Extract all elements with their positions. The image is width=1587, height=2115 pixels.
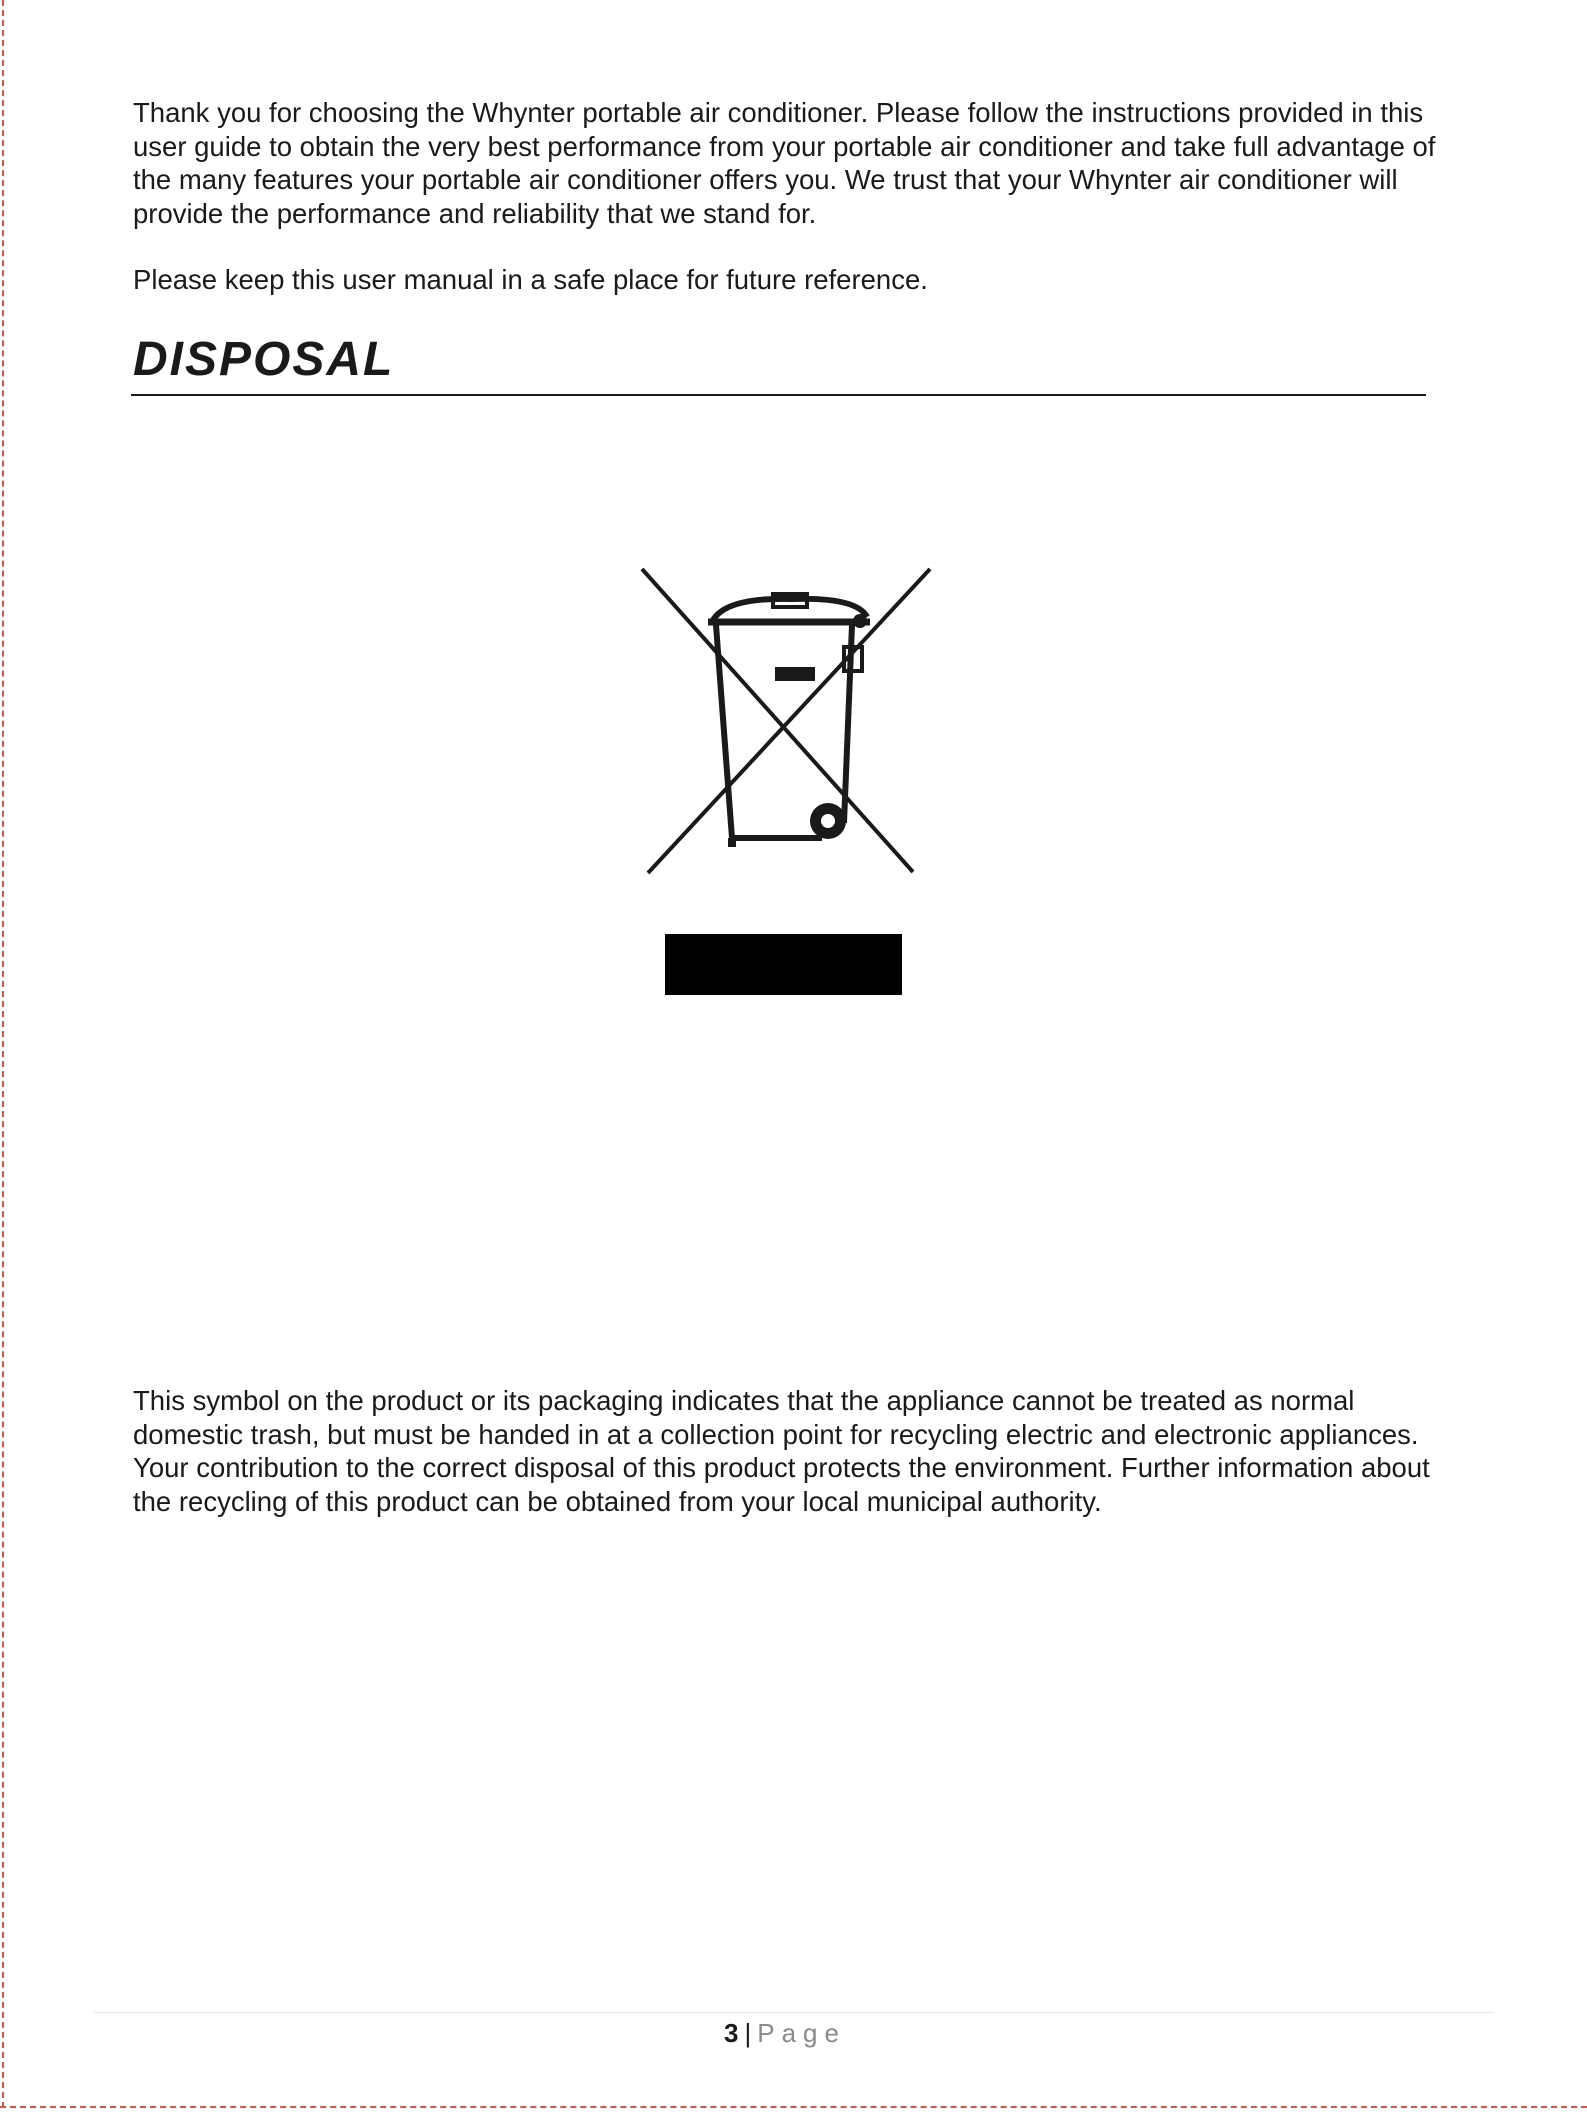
page-label: Page	[757, 2018, 846, 2048]
intro-section	[133, 96, 1453, 297]
crossed-out-wheelie-bin-icon	[632, 555, 932, 875]
page-border-left	[2, 0, 4, 2108]
disposal-paragraph: This symbol on the product or its packaging indicates that the appliance cannot be treated as normal domestic trash, but must be handed in at a collection point for recycling electric and electronic appliances. Your contribution to the correct disposal of this product protects the environment. Further information about the recycling of this product can be obtained from your local municipal authority.	[133, 1385, 1430, 1517]
page-footer	[0, 2018, 1570, 2049]
weee-bar	[665, 934, 902, 995]
footer-rule	[94, 2012, 1494, 2013]
keep-manual-paragraph: Please keep this user manual in a safe place for future reference.	[133, 264, 928, 295]
intro-paragraph: Thank you for choosing the Whynter portable air conditioner. Please follow the instructions provided in this user guide to obtain the very best performance from your portable air conditioner and take full advantage of the many features your portable air conditioner offers you. We trust that your Whynter air conditioner will provide the performance and reliability that we stand for.	[133, 97, 1436, 229]
section-title: DISPOSAL	[133, 333, 395, 386]
page-border-bottom	[0, 2106, 1587, 2108]
page-number: 3	[724, 2018, 739, 2048]
page-separator: |	[744, 2018, 752, 2048]
section-rule	[131, 394, 1426, 396]
